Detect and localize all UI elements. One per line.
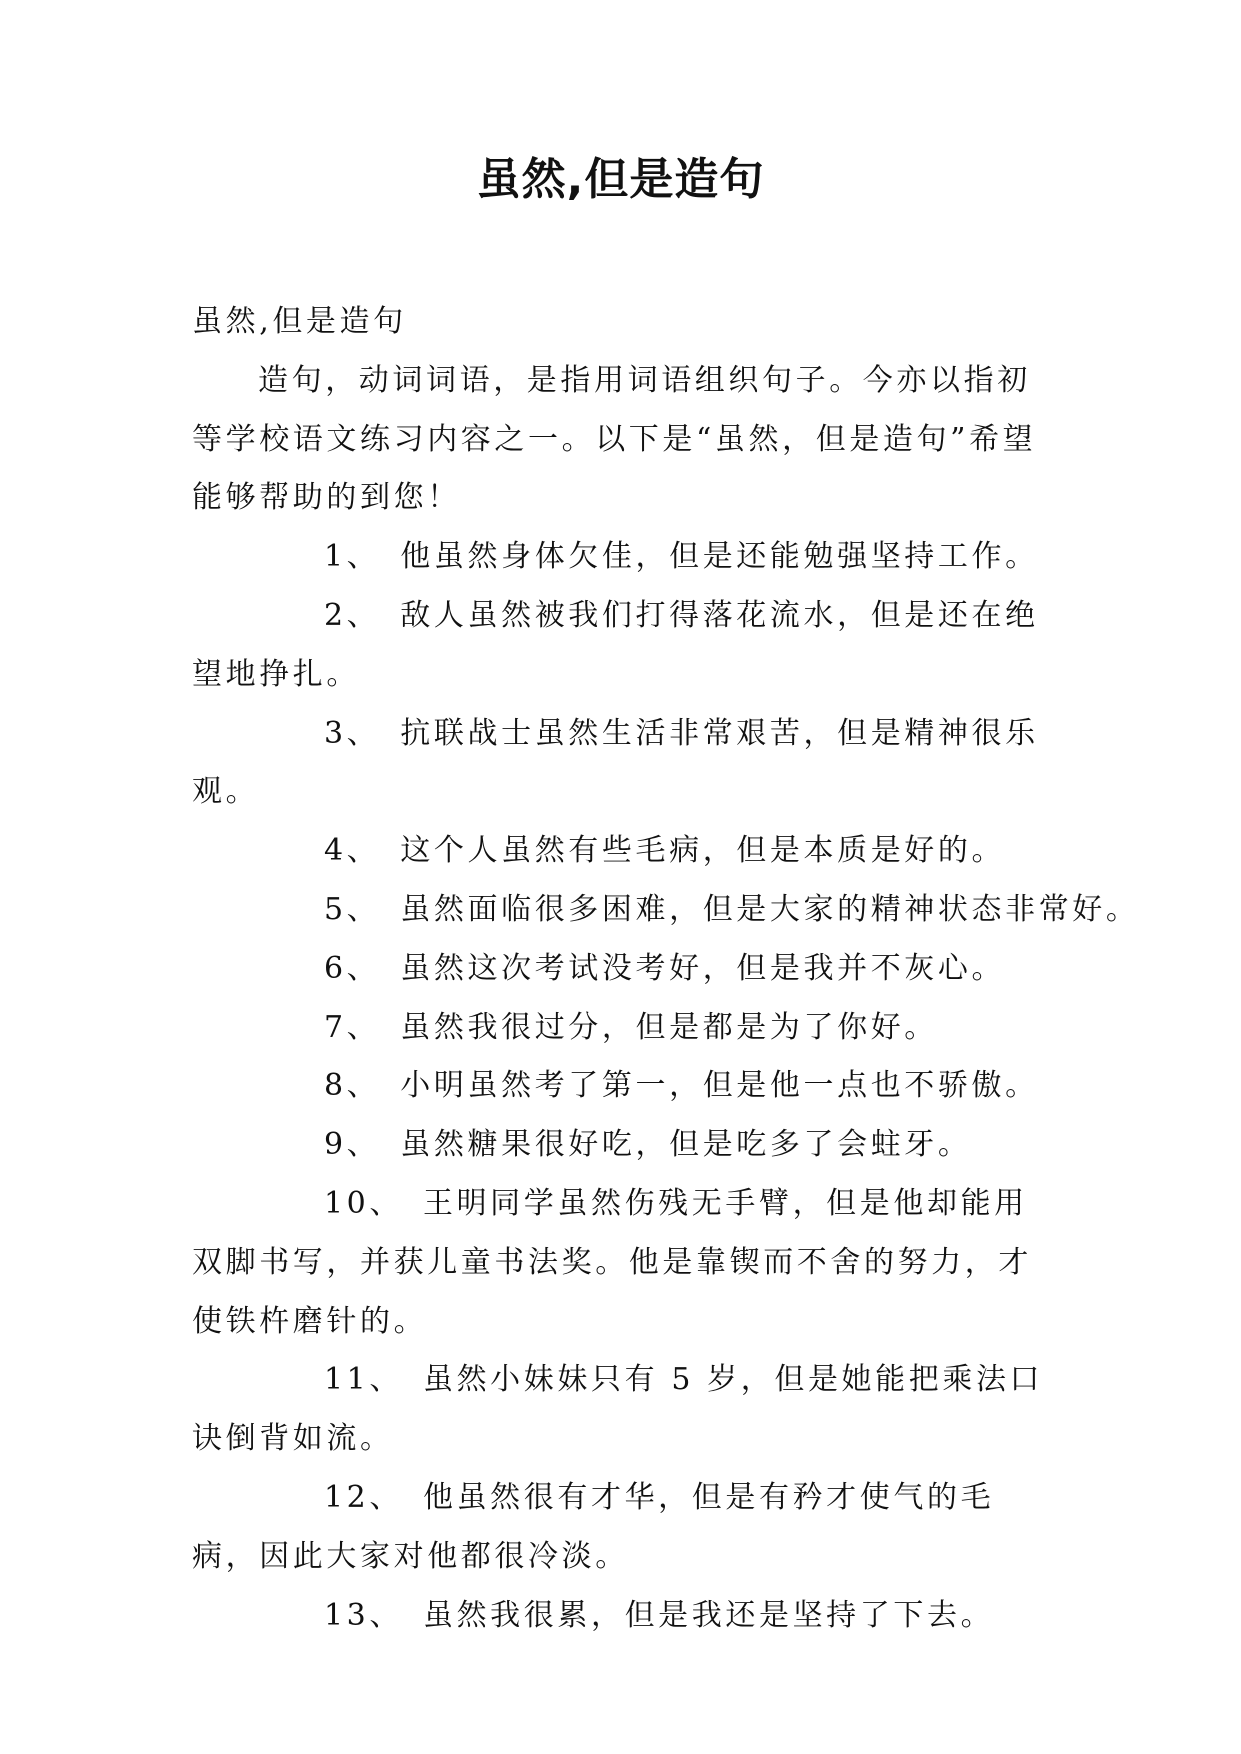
sentence-item — [192, 881, 1140, 940]
sentence-item — [192, 705, 1052, 823]
sentence-text: 他虽然很有才华，但是有矜才使气的毛病，因此大家对他都很冷淡。 — [192, 1479, 995, 1574]
document-body — [192, 293, 1140, 1645]
sentence-text: 他虽然身体欠佳，但是还能勉强坚持工作。 — [400, 539, 1039, 575]
sentence-number: 1、 — [324, 539, 381, 575]
sentence-number: 10、 — [324, 1185, 403, 1221]
sentence-text: 虽然面临很多困难，但是大家的精神状态非常好。 — [400, 891, 1140, 927]
sentence-number: 3、 — [324, 715, 381, 751]
sentence-text: 虽然我很累，但是我还是坚持了下去。 — [422, 1597, 995, 1633]
sentence-text: 虽然糖果很好吃，但是吃多了会蛀牙。 — [400, 1127, 972, 1163]
sentence-number: 13、 — [324, 1597, 403, 1633]
sentence-item — [192, 822, 1052, 881]
intro-paragraph: 造句，动词词语，是指用词语组织句子。今亦以指初等学校语文练习内容之一。以下是“虽然，但是造句”希望能够帮助的到您！ — [192, 362, 1037, 516]
sentence-number: 12、 — [324, 1479, 403, 1515]
sentence-number: 8、 — [324, 1068, 381, 1104]
sentence-number: 4、 — [324, 833, 381, 869]
document-title: 虽然,但是造句 — [476, 154, 765, 205]
sentence-item — [192, 1469, 1052, 1587]
sentence-item — [192, 1057, 1052, 1116]
sentence-text: 虽然小妹妹只有 5 岁，但是她能把乘法口诀倒背如流。 — [192, 1362, 1044, 1457]
sentence-item — [192, 587, 1052, 705]
sentence-item — [192, 1116, 1052, 1175]
sentence-text: 小明虽然考了第一，但是他一点也不骄傲。 — [400, 1068, 1039, 1104]
sentence-number: 2、 — [324, 597, 381, 633]
document-subtitle: 虽然,但是造句 — [192, 304, 407, 339]
sentence-number: 7、 — [324, 1009, 381, 1045]
sentence-text: 抗联战士虽然生活非常艰苦，但是精神很乐观。 — [192, 715, 1039, 810]
sentence-item — [192, 1175, 1052, 1351]
sentence-number: 6、 — [324, 950, 381, 986]
sentence-item — [192, 1587, 1052, 1646]
sentence-item — [192, 1351, 1052, 1469]
sentence-number: 9、 — [324, 1127, 381, 1163]
sentence-number: 5、 — [324, 891, 381, 927]
sentence-item — [192, 999, 1052, 1058]
sentence-text: 这个人虽然有些毛病，但是本质是好的。 — [400, 833, 1006, 869]
sentence-item — [192, 528, 1052, 587]
sentence-text: 虽然我很过分，但是都是为了你好。 — [400, 1009, 938, 1045]
sentence-text: 王明同学虽然伤残无手臂，但是他却能用双脚书写，并获儿童书法奖。他是靠锲而不舍的努力，才使铁杵磨针的。 — [192, 1185, 1032, 1339]
sentence-item — [192, 940, 1052, 999]
sentence-text: 虽然这次考试没考好，但是我并不灰心。 — [400, 950, 1006, 986]
sentence-number: 11、 — [324, 1362, 403, 1398]
sentence-text: 敌人虽然被我们打得落花流水，但是还在绝望地挣扎。 — [192, 597, 1039, 692]
